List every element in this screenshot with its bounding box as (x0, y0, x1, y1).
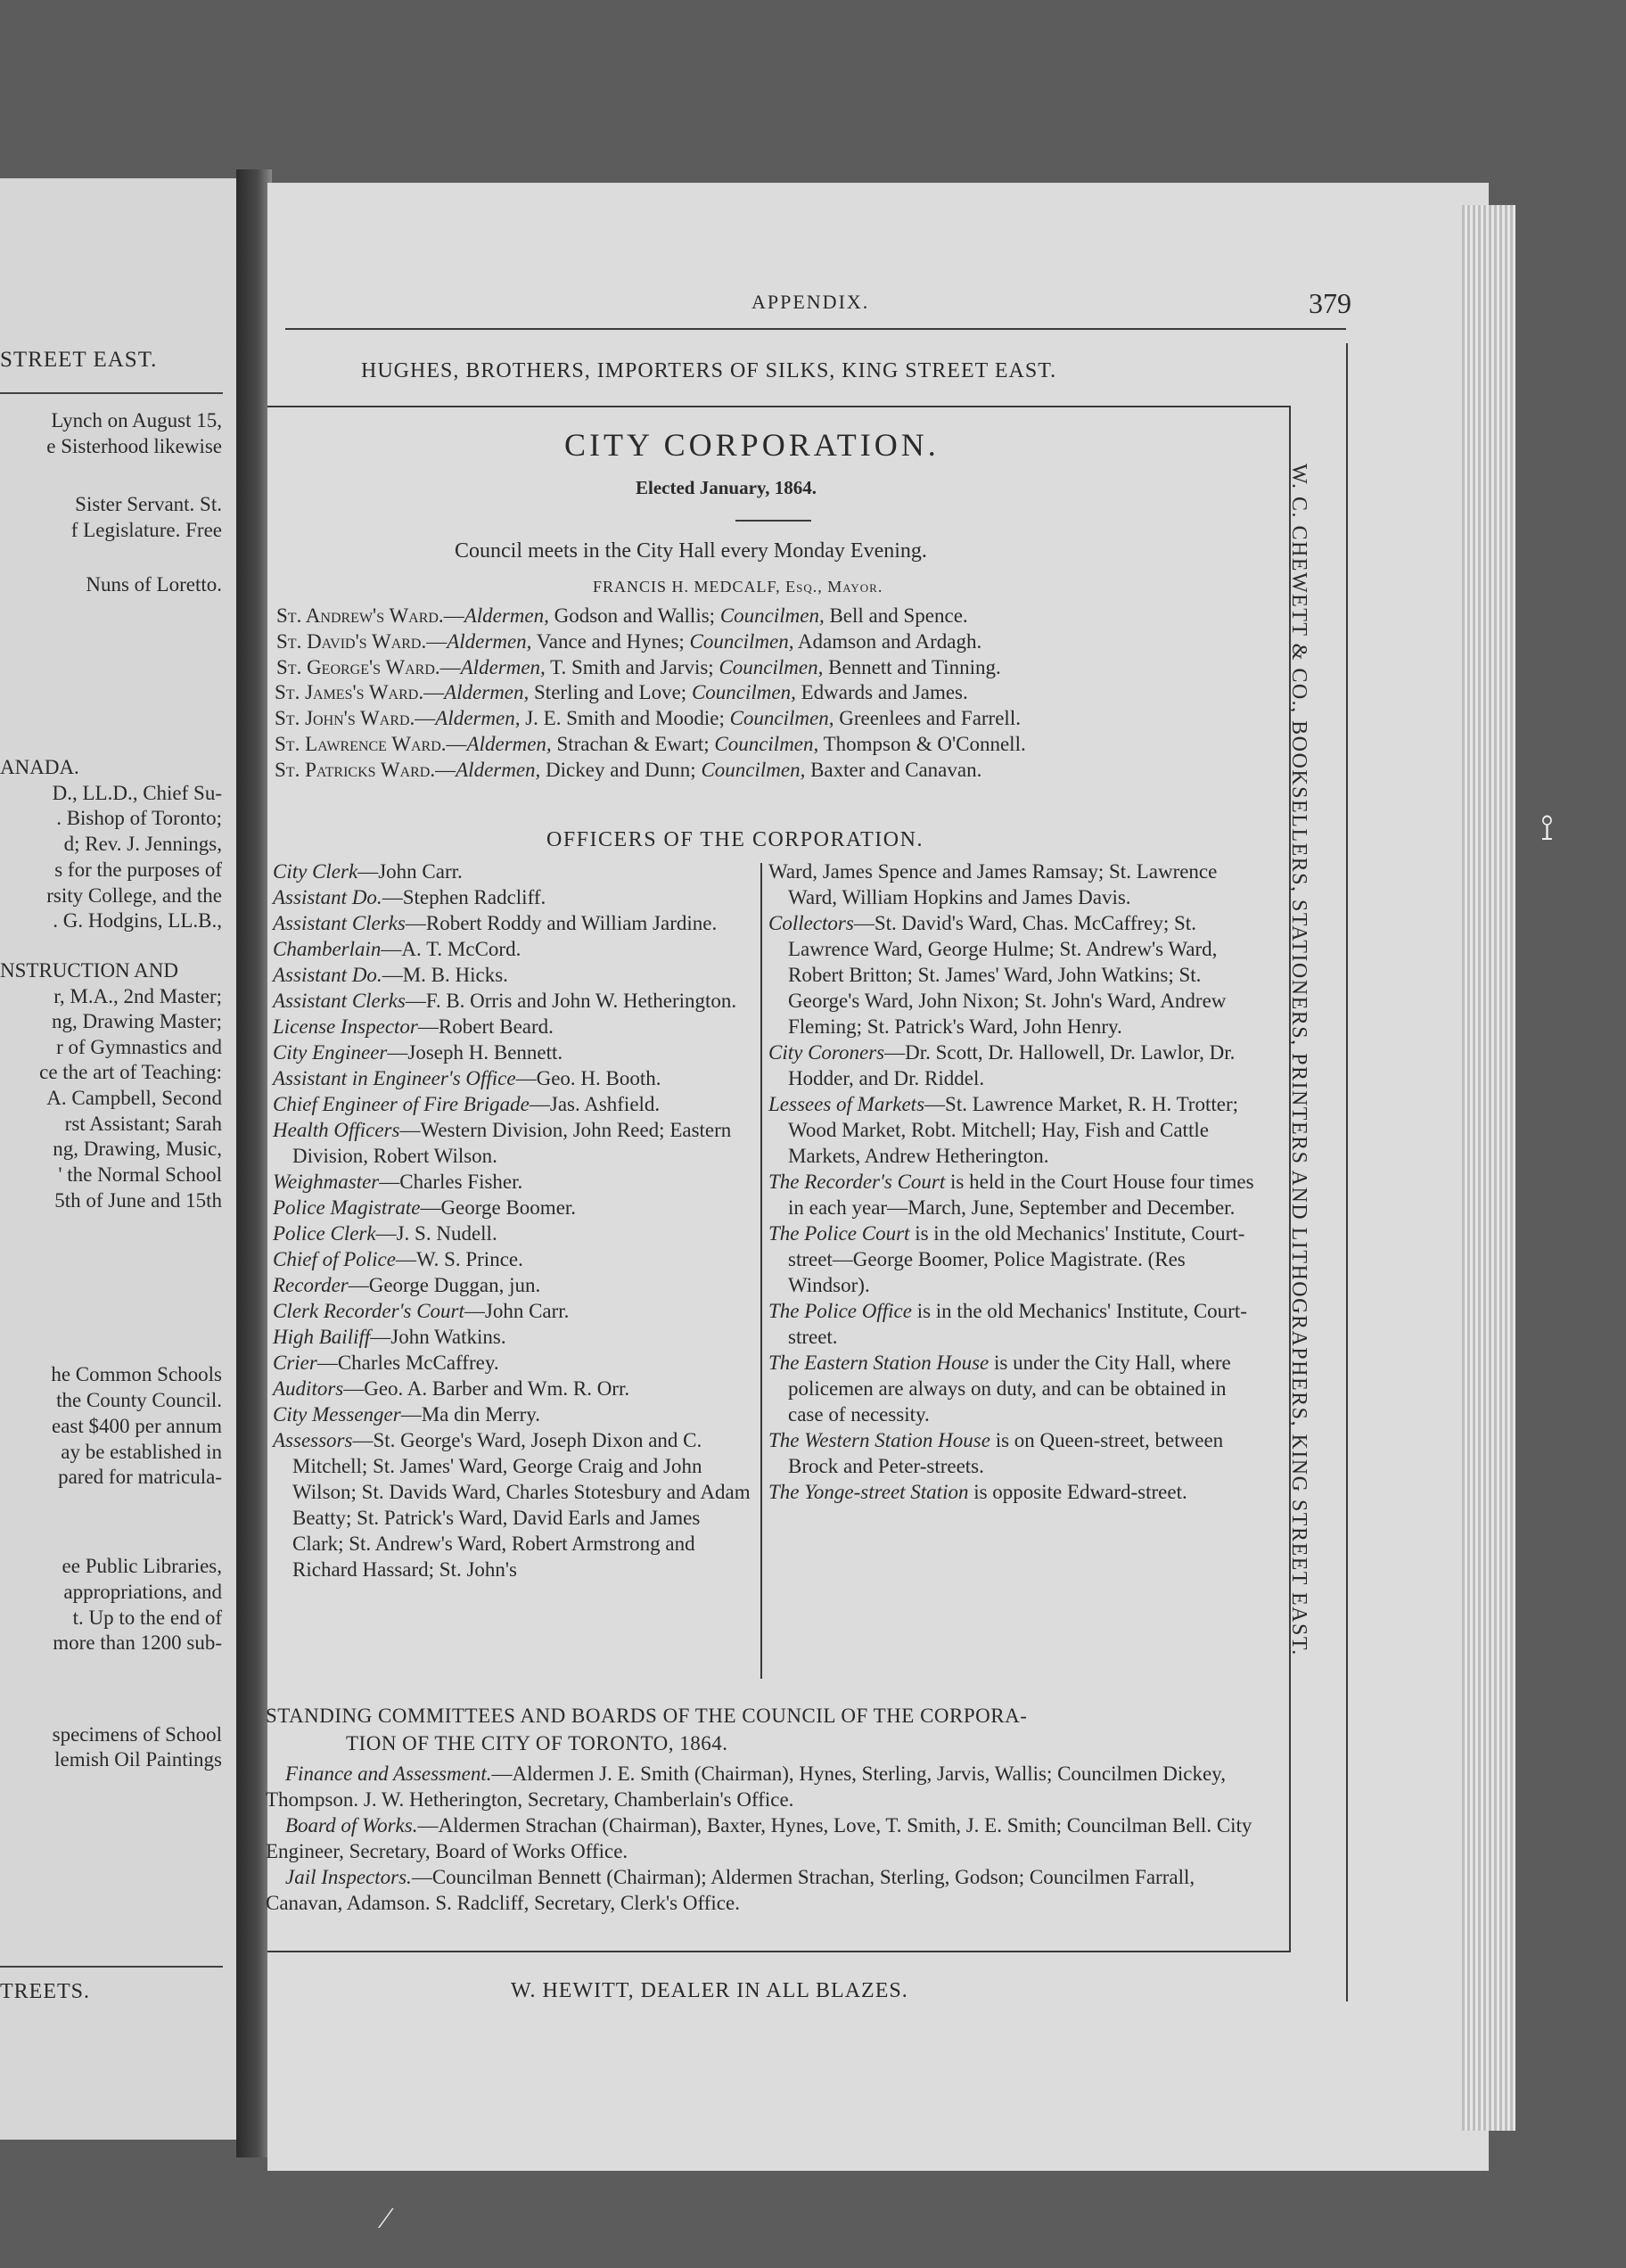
officer-entry (768, 1427, 1257, 1479)
running-head-section: APPENDIX. (751, 291, 870, 313)
committee-name: Board of Works. (285, 1814, 418, 1837)
officer-names: —Geo. A. Barber and Wm. R. Orr. (343, 1377, 630, 1400)
ward-name: St. Patricks Ward. (275, 758, 436, 781)
inner-box-bottom (267, 1951, 1291, 1952)
officer-names: —St. George's Ward, Joseph Dixon and C. Mitchell; St. James' Ward, George Craig and John Wilson; St. Davids Ward, Charles Stotesbury and Adam Beatty; St. Patrick's Ward, David Earls and James Clark; St. Andrew's Ward, Robert Armstrong and Richard Hassard; St. John's (292, 1429, 751, 1581)
officer-title: Lessees of Markets (768, 1093, 925, 1115)
left-page-line: more than 1200 sub- (53, 1631, 222, 1654)
officer-entry (273, 1014, 754, 1040)
page-title: CITY CORPORATION. (564, 427, 940, 463)
officer-entry (273, 1350, 754, 1376)
officers-right-column (768, 859, 1257, 1505)
column-divider (760, 863, 762, 1679)
officer-names: —Robert Roddy and William Jardine. (405, 912, 718, 934)
ward-dash: — (415, 707, 436, 730)
officer-entry (273, 1246, 754, 1272)
subtitle: Elected January, 1864. (636, 477, 817, 498)
left-page-line: east $400 per annum (52, 1415, 222, 1437)
officer-names: —St. David's Ward, Chas. McCaffrey; St. Lawrence Ward, George Hulme; St. Andrew's Ward, Robert Britton; St. James' Ward, John Watkins; St. George's Ward, John Nixon; St. John's Ward, Andrew Fleming; St. Patrick's Ward, John Henry. (788, 912, 1227, 1038)
committee-entry (266, 1864, 1273, 1916)
officer-title: Assessors (273, 1429, 353, 1451)
inner-box-top (267, 406, 1291, 407)
right-frame-rule (1346, 343, 1348, 2001)
ward-name: St. James's Ward. (275, 681, 424, 704)
officer-names: is in the old Mechanics' Institute, Court-street. (788, 1300, 1247, 1348)
officer-names: —F. B. Orris and John W. Hetherington. (405, 990, 737, 1012)
ward-entry (276, 603, 968, 629)
officer-title: Assistant Clerks (273, 912, 406, 934)
officer-title: Assistant Do. (273, 886, 382, 908)
left-page-line: d; Rev. J. Jennings, (63, 833, 222, 855)
officer-names: is held in the Court House four times in each year—March, June, September and December. (788, 1171, 1254, 1219)
left-page-line: pared for matricula- (58, 1466, 222, 1488)
ward-entry (276, 629, 981, 654)
officer-title: Chief Engineer of Fire Brigade (273, 1093, 530, 1115)
officer-title: Chief of Police (273, 1248, 396, 1270)
officer-title: The Police Court (768, 1222, 910, 1245)
council-note: Council meets in the City Hall every Monday Evening. (455, 539, 927, 563)
councilmen-label: Councilmen, (729, 707, 834, 730)
aldermen-names: J. E. Smith and Moodie; (520, 707, 725, 730)
ward-dash: — (423, 681, 445, 704)
officer-names: —W. S. Prince. (395, 1248, 523, 1270)
officer-entry (273, 988, 754, 1014)
left-page-line: . Bishop of Toronto; (56, 807, 222, 829)
officer-names: —George Duggan, jun. (348, 1274, 541, 1296)
officer-names: —J. S. Nudell. (375, 1222, 497, 1245)
officer-title: License Inspector (273, 1015, 418, 1038)
left-page-footer: TREETS. (0, 1980, 90, 2003)
officer-entry (273, 1117, 754, 1169)
aldermen-names: Dickey and Dunn; (540, 758, 696, 781)
ward-name: St. John's Ward. (275, 707, 415, 730)
ward-name: St. Lawrence Ward. (275, 733, 447, 755)
left-page-line: . G. Hodgins, LL.B., (53, 909, 222, 932)
officer-names: —Jas. Ashfield. (529, 1093, 661, 1115)
ward-dash: — (439, 655, 461, 678)
aldermen-label: Aldermen, (444, 681, 530, 704)
left-page-header: STREET EAST. (0, 348, 158, 372)
officer-entry (768, 910, 1257, 1040)
officer-title: Auditors (273, 1377, 344, 1400)
officer-names: —Ma din Merry. (400, 1403, 541, 1426)
officer-title: Clerk Recorder's Court (273, 1300, 464, 1322)
officer-title: Police Clerk (273, 1222, 376, 1245)
officer-entry (273, 1298, 754, 1324)
officer-title: City Messenger (273, 1403, 401, 1426)
officer-title: City Engineer (273, 1041, 388, 1064)
officer-title: Assistant Clerks (273, 990, 406, 1012)
committees-list (266, 1761, 1273, 1916)
councilmen-label: Councilmen, (719, 604, 825, 627)
officer-entry (273, 884, 754, 910)
left-page-line: Lynch on August 15, (51, 409, 222, 431)
aldermen-label: Aldermen, (447, 629, 532, 653)
top-advertisement: HUGHES, BROTHERS, IMPORTERS OF SILKS, KING STREET EAST. (361, 359, 1057, 382)
ward-name: St. George's Ward. (276, 655, 440, 678)
left-facing-page (0, 178, 236, 2140)
officer-names: is under the City Hall, where policemen are always on duty, and can be obtained in case of necessity. (788, 1352, 1231, 1426)
aldermen-names: Godson and Wallis; (548, 604, 716, 627)
ward-name: St. Andrew's Ward. (276, 604, 444, 627)
left-page-bottom-rule (0, 1966, 223, 1968)
officer-names: —Stephen Radcliff. (382, 886, 546, 908)
officer-title: Chamberlain (273, 938, 382, 960)
officer-entry (273, 910, 754, 936)
committee-name: Jail Inspectors. (285, 1866, 412, 1888)
officer-title: High Bailiff (273, 1326, 371, 1348)
left-page-line: r, M.A., 2nd Master; (53, 985, 222, 1007)
left-page-line: ce the art of Teaching: (39, 1061, 222, 1083)
left-page-line: r of Gymnastics and (56, 1036, 222, 1058)
officer-title: Health Officers (273, 1119, 400, 1141)
officer-entry (768, 1479, 1257, 1505)
left-page-line: t. Up to the end of (72, 1606, 222, 1629)
left-page-line: NSTRUCTION AND (0, 959, 178, 982)
officer-entry (273, 1272, 754, 1298)
councilmen-names: Bennett and Tinning. (823, 655, 1001, 678)
officer-entry (768, 859, 1257, 910)
councilmen-names: Baxter and Canavan. (805, 758, 982, 781)
officer-title: The Yonge-street Station (768, 1481, 969, 1503)
officer-entry (273, 859, 754, 884)
officer-entry (768, 1169, 1257, 1220)
officer-entry (273, 1376, 754, 1401)
officer-names: —George Boomer. (420, 1196, 577, 1219)
councilmen-label: Councilmen, (701, 758, 806, 781)
ward-dash: — (435, 758, 456, 781)
officer-names: —St. Lawrence Market, R. H. Trotter; Wood Market, Robt. Mitchell; Hay, Fish and Cattle Markets, Andrew Hetherington. (788, 1093, 1239, 1167)
councilmen-names: Greenlees and Farrell. (834, 707, 1021, 730)
officer-title: Police Magistrate (273, 1196, 421, 1219)
left-page-line: s for the purposes of (54, 859, 222, 881)
committee-members: —Councilman Bennett (Chairman); Aldermen Strachan, Sterling, Godson; Councilmen Farrall, Canavan, Adamson. S. Radcliff, Secretary, Clerk's Office. (266, 1866, 1195, 1914)
aldermen-names: Strachan & Ewart; (551, 733, 710, 755)
aldermen-label: Aldermen, (435, 707, 521, 730)
left-page-line: lemish Oil Paintings (54, 1748, 222, 1771)
officer-entry (273, 1427, 754, 1582)
left-page-line: rsity College, and the (46, 884, 222, 907)
committees-heading-line1: STANDING COMMITTEES AND BOARDS OF THE COUNCIL OF THE CORPORA- (266, 1705, 1028, 1727)
officer-title: Recorder (273, 1274, 349, 1296)
officer-title: Weighmaster (273, 1171, 380, 1193)
ward-entry (275, 705, 1021, 731)
title-short-rule (735, 520, 811, 522)
left-page-line: ' the Normal School (58, 1163, 222, 1186)
officer-names: is on Queen-street, between Brock and Peter-streets. (788, 1429, 1224, 1477)
councilmen-names: Adamson and Ardagh. (793, 629, 982, 653)
aldermen-names: Vance and Hynes; (531, 629, 685, 653)
officer-entry (273, 936, 754, 962)
aldermen-label: Aldermen, (456, 758, 541, 781)
councilmen-names: Edwards and James. (795, 681, 968, 704)
officer-title: Crier (273, 1352, 317, 1374)
left-page-line: ay be established in (61, 1441, 222, 1463)
officer-title: The Eastern Station House (768, 1352, 990, 1374)
officer-title: Assistant in Engineer's Office (273, 1067, 516, 1089)
officer-title: Collectors (768, 912, 854, 934)
officer-entry (273, 1091, 754, 1117)
officer-names: —M. B. Hicks. (382, 964, 508, 986)
officer-names: —Charles McCaffrey. (316, 1352, 499, 1374)
ward-dash: — (426, 629, 448, 653)
councilmen-label: Councilmen, (719, 655, 824, 678)
officer-entry (768, 1298, 1257, 1350)
left-page-line: ng, Drawing, Music, (53, 1138, 222, 1160)
left-page-line: ng, Drawing Master; (52, 1010, 222, 1032)
councilmen-label: Councilmen, (714, 733, 819, 755)
officer-entry (273, 962, 754, 988)
aldermen-label: Aldermen, (466, 733, 552, 755)
officer-names: —Western Division, John Reed; Eastern Division, Robert Wilson. (292, 1119, 732, 1167)
officer-title: City Clerk (273, 860, 358, 883)
officer-names: —A. T. McCord. (381, 938, 521, 960)
officer-title: The Police Office (768, 1300, 912, 1322)
officer-entry (768, 1040, 1257, 1091)
officer-names: —Charles Fisher. (379, 1171, 523, 1193)
left-page-line: ee Public Libraries, (62, 1555, 222, 1577)
officer-names: —Geo. H. Booth. (515, 1067, 661, 1089)
officer-entry (273, 1195, 754, 1220)
bottom-advertisement: W. HEWITT, DEALER IN ALL BLAZES. (511, 1979, 908, 2002)
left-page-line: ANADA. (0, 756, 79, 778)
ward-dash: — (446, 733, 467, 755)
councilmen-names: Bell and Spence. (824, 604, 968, 627)
ward-dash: — (443, 604, 464, 627)
ward-entry (275, 679, 968, 705)
officer-entry (273, 1040, 754, 1065)
committee-members: —Aldermen J. E. Smith (Chairman), Hynes, Sterling, Jarvis, Wallis; Councilmen Dickey, Thompson. J. W. Hetherington, Secretary, Chamberlain's Office. (266, 1763, 1226, 1811)
ward-entry (275, 731, 1026, 757)
aldermen-names: T. Smith and Jarvis; (545, 655, 714, 678)
officer-title: The Recorder's Court (768, 1171, 946, 1193)
side-advertisement-text: W. C. CHEWETT & CO., BOOKSELLERS, STATIONERS, PRINTERS AND LITHOGRAPHERS, KING STREET EAST. (1287, 464, 1310, 1656)
ward-entry (275, 757, 981, 783)
left-page-line: he Common Schools (51, 1363, 222, 1385)
officer-title: Assistant Do. (273, 964, 382, 986)
left-page-rule (0, 392, 223, 394)
ward-entry (276, 654, 1001, 680)
councilmen-label: Councilmen, (691, 681, 796, 704)
left-page-line: appropriations, and (63, 1581, 222, 1603)
left-page-line: rst Assistant; Sarah (64, 1113, 222, 1135)
aldermen-names: Sterling and Love; (529, 681, 687, 704)
left-page-line: specimens of School (52, 1723, 222, 1746)
officer-entry (768, 1220, 1257, 1298)
officer-title: City Coroners (768, 1041, 885, 1064)
left-page-line: A. Campbell, Second (46, 1087, 222, 1109)
officer-names: is opposite Edward-street. (968, 1481, 1187, 1503)
officer-entry (273, 1324, 754, 1350)
officer-names: —John Watkins. (370, 1326, 506, 1348)
left-page-line: e Sisterhood likewise (46, 435, 222, 457)
left-page-line: Nuns of Loretto. (86, 573, 222, 596)
committees-heading-line2: TION OF THE CITY OF TORONTO, 1864. (346, 1732, 728, 1754)
committee-entry (266, 1812, 1273, 1864)
page-edges (1462, 205, 1515, 2131)
page-number: 379 (1309, 287, 1351, 319)
officer-entry (768, 1350, 1257, 1427)
left-page-line: 5th of June and 15th (54, 1189, 222, 1212)
officer-names: —John Carr. (464, 1300, 570, 1322)
officer-entry (273, 1401, 754, 1427)
aldermen-label: Aldermen, (460, 655, 546, 678)
ward-name: St. David's Ward. (276, 629, 427, 653)
officer-entry (273, 1065, 754, 1091)
officer-names: —Dr. Scott, Dr. Hallowell, Dr. Lawlor, Dr. Hodder, and Dr. Riddel. (788, 1041, 1236, 1089)
committee-name: Finance and Assessment. (285, 1763, 492, 1785)
committee-members: —Aldermen Strachan (Chairman), Baxter, Hynes, Love, T. Smith, J. E. Smith; Councilman Bell. City Engineer, Secretary, Board of Works Office. (266, 1814, 1252, 1862)
officer-entry (768, 1091, 1257, 1169)
side-advertisement (1284, 464, 1316, 1801)
officer-title: The Western Station House (768, 1429, 990, 1451)
councilmen-names: Thompson & O'Connell. (818, 733, 1026, 755)
officers-left-column (273, 859, 754, 1582)
top-frame-rule (285, 328, 1346, 330)
left-page-line: the County Council. (56, 1389, 222, 1411)
officer-names: —Robert Beard. (417, 1015, 554, 1038)
left-page-line: D., LL.D., Chief Su- (52, 782, 222, 804)
officer-names: —John Carr. (357, 860, 463, 883)
left-page-line: f Legislature. Free (70, 519, 222, 541)
officer-names: Ward, James Spence and James Ramsay; St. Lawrence Ward, William Hopkins and James Davis. (768, 860, 1218, 908)
left-page-line: Sister Servant. St. (75, 493, 222, 515)
officer-entry (273, 1169, 754, 1195)
officer-entry (273, 1220, 754, 1246)
aldermen-label: Aldermen, (464, 604, 549, 627)
councilmen-label: Councilmen, (689, 629, 794, 653)
mayor-line: FRANCIS H. MEDCALF, Esq., Mayor. (593, 578, 883, 596)
scan-mark: ⁄ (383, 2202, 389, 2235)
committee-entry (266, 1761, 1273, 1812)
scan-mark: ⟟ (1540, 808, 1554, 848)
officers-heading: OFFICERS OF THE CORPORATION. (546, 828, 924, 851)
officer-names: —Joseph H. Bennett. (387, 1041, 563, 1064)
officer-names: is in the old Mechanics' Institute, Court-street—George Boomer, Police Magistrate. (Res Windsor). (788, 1222, 1245, 1296)
